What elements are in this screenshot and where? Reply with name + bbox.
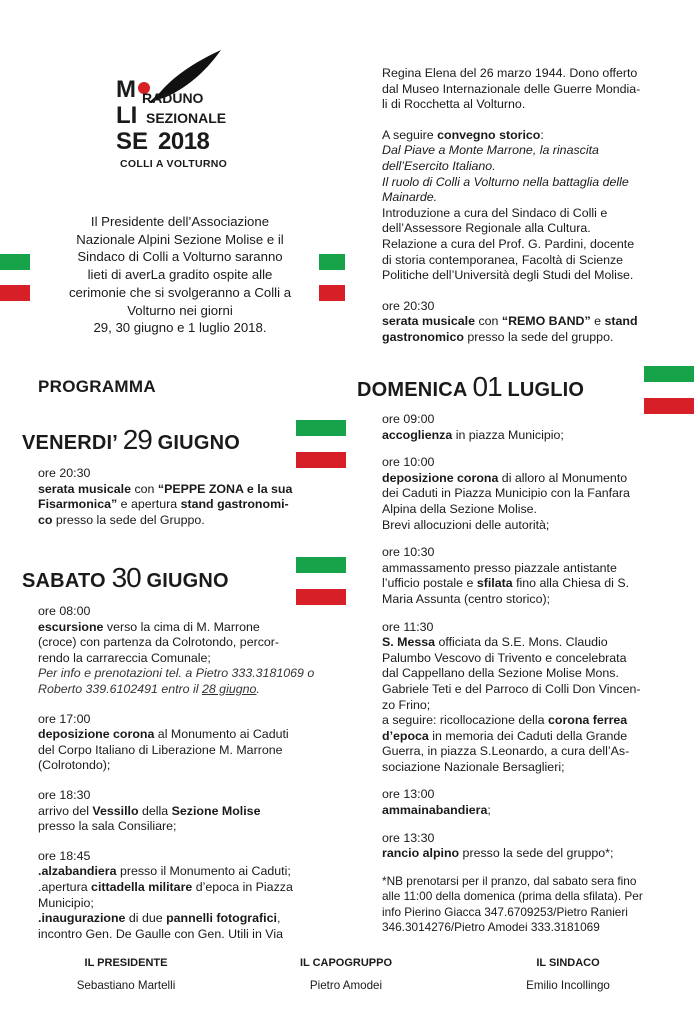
text-line: d’epoca in memoria dei Caduti della Grande xyxy=(382,728,628,743)
text-line: ammainabandiera; xyxy=(382,803,491,818)
text-line: zo Frino; xyxy=(382,697,431,712)
event-time: ore 13:00 xyxy=(382,787,435,802)
text-line: .apertura cittadella militare d’epoca in Piazza xyxy=(38,879,293,894)
domenica-events xyxy=(382,412,644,944)
event-time: ore 20:30 xyxy=(382,298,435,313)
note-line: alle 11:00 della domenica (prima della sfilata). Per xyxy=(382,889,643,904)
event-time: ore 08:00 xyxy=(38,604,91,618)
day-heading-venerdi: VENERDI’ 29 GIUGNO xyxy=(22,424,240,455)
text-line: S. Messa officiata da S.E. Mons. Claudio xyxy=(382,635,608,650)
text-line: arrivo del Vessillo della Sezione Molise xyxy=(38,803,261,818)
intro-line: cerimonie che si svolgeranno a Colli a xyxy=(68,284,292,300)
text-line: Introduzione a cura del Sindaco di Colli e xyxy=(382,205,608,220)
logo-town: COLLI A VOLTURNO xyxy=(120,158,228,170)
event-time: ore 18:30 xyxy=(38,787,91,802)
text-line: rendo la carrareccia Comunale; xyxy=(38,650,211,665)
text-line: Mainarde. xyxy=(382,190,438,205)
intro-line: 29, 30 giugno e 1 luglio 2018. xyxy=(93,320,267,336)
section-title-programma: PROGRAMMA xyxy=(38,377,156,396)
italian-flag-icon xyxy=(644,366,694,414)
text-line: deposizione corona di alloro al Monumento xyxy=(382,470,628,485)
intro-line: Nazionale Alpini Sezione Molise e il xyxy=(76,231,284,247)
event-time: ore 11:30 xyxy=(382,619,434,634)
text-line: Regina Elena del 26 marzo 1944. Dono offerto xyxy=(382,66,638,80)
text-line: serata musicale con “REMO BAND” e stand xyxy=(382,314,638,329)
right-top-block xyxy=(382,66,644,355)
logo-letters-se: SE xyxy=(116,128,149,155)
text-line: dal Museo Internazionale delle Guerre Mondia- xyxy=(382,81,641,96)
text-line: co presso la sede del Gruppo. xyxy=(38,512,205,527)
event-time: ore 10:00 xyxy=(382,455,435,470)
logo-letter-m: M xyxy=(116,76,136,103)
day-heading-sabato: SABATO 30 GIUGNO xyxy=(22,562,229,593)
text-line: serata musicale con “PEPPE ZONA e la sua xyxy=(38,481,293,496)
event-time: ore 18:45 xyxy=(38,848,91,863)
text-line: a seguire: ricollocazione della corona ferrea xyxy=(382,713,628,728)
note-line: Per info e prenotazioni tel. a Pietro 333.3181069 o xyxy=(38,666,315,681)
event-time: ore 13:30 xyxy=(382,830,435,845)
text-line: dal Cappellano della Sezione Molise Mons. xyxy=(382,666,619,681)
text-line: di storia contemporanea, Facoltà di Scienze xyxy=(382,252,624,267)
intro-line: Volturno nei giorni xyxy=(127,302,233,318)
note-line: Roberto 339.6102491 entro il 28 giugno. xyxy=(38,681,260,696)
note-line: 346.3014276/Pietro Amodei 333.3181069 xyxy=(382,920,600,935)
intro-line: Sindaco di Colli a Volturno saranno xyxy=(77,249,283,265)
text-line: rancio alpino presso la sede del gruppo*; xyxy=(382,846,614,861)
text-line: incontro Gen. De Gaulle con Gen. Utili in Via xyxy=(38,926,283,941)
signature-name: Sebastiano Martelli xyxy=(76,979,176,992)
italian-flag-icon xyxy=(0,254,30,301)
signature-role: IL CAPOGRUPPO xyxy=(299,957,393,969)
signature-name: Pietro Amodei xyxy=(309,979,383,992)
event-time: ore 09:00 xyxy=(382,412,435,426)
text-line: Il ruolo di Colli a Volturno nella battaglia delle xyxy=(382,174,629,189)
text-line: l’ufficio postale e sfilata fino alla Chiesa di S. xyxy=(382,576,630,591)
note-line: *NB prenotarsi per il pranzo, dal sabato sera fino xyxy=(382,873,637,888)
text-line: Palumbo Vescovo di Trivento e concelebrata xyxy=(382,650,627,665)
signature-role: IL SINDACO xyxy=(536,957,600,969)
event-time: ore 17:00 xyxy=(38,711,91,726)
text-line: ammassamento presso piazzale antistante xyxy=(382,560,617,575)
intro-text xyxy=(45,213,315,337)
day-heading-domenica: DOMENICA 01 LUGLIO xyxy=(357,371,585,402)
text-line: (Colrotondo); xyxy=(38,758,111,773)
event-time: ore 20:30 xyxy=(38,466,91,480)
signature-sindaco xyxy=(468,957,668,992)
text-line: dei Caduti in Piazza Municipio con la Fanfara xyxy=(382,486,630,501)
text-line: dell’Esercito Italiano. xyxy=(382,158,496,173)
text-line: Brevi allocuzioni delle autorità; xyxy=(382,517,550,532)
signature-role: IL PRESIDENTE xyxy=(84,957,168,969)
text-line: Maria Assunta (centro storico); xyxy=(382,591,551,606)
convegno-line: A seguire convegno storico: xyxy=(382,127,544,142)
text-line: Dal Piave a Monte Marrone, la rinascita xyxy=(382,143,599,158)
text-line: deposizione corona al Monumento ai Caduti xyxy=(38,727,289,742)
text-line: li di Rocchetta al Volturno. xyxy=(382,97,526,112)
text-line: .inaugurazione di due pannelli fotografici, xyxy=(38,911,281,926)
signature-capogruppo xyxy=(246,957,446,992)
text-line: sociazione Nazionale Bersaglieri; xyxy=(382,759,565,774)
sabato-events xyxy=(38,604,323,951)
logo-raduno: RADUNO xyxy=(142,90,204,106)
text-line: Municipio; xyxy=(38,895,94,910)
text-line: Alpina della Sezione Molise. xyxy=(382,501,537,516)
event-logo xyxy=(116,48,246,178)
italian-flag-icon xyxy=(296,420,346,468)
text-line: escursione verso la cima di M. Marrone xyxy=(38,619,260,634)
text-line: dell’Assessore Regionale alla Cultura. xyxy=(382,221,591,236)
text-line: accoglienza in piazza Municipio; xyxy=(382,427,564,442)
signature-presidente xyxy=(26,957,226,992)
intro-line: Il Presidente dell’Associazione xyxy=(90,214,270,229)
intro-line: lieti di averLa gradito ospite alle xyxy=(87,267,273,283)
italian-flag-icon xyxy=(296,557,346,605)
logo-year: 2018 xyxy=(158,128,210,155)
text-line: del Corpo Italiano di Liberazione M. Marrone xyxy=(38,742,283,757)
text-line: Relazione a cura del Prof. G. Pardini, docente xyxy=(382,236,635,251)
logo-letters-li: LI xyxy=(116,102,138,129)
text-line: Fisarmonica” e apertura stand gastronomi- xyxy=(38,497,289,512)
text-line: (croce) con partenza da Colrotondo, percor- xyxy=(38,635,280,650)
event-time: ore 10:30 xyxy=(382,545,435,560)
signature-name: Emilio Incollingo xyxy=(526,979,610,992)
text-line: Politiche dell’Università degli Studi del Molise. xyxy=(382,268,634,283)
italian-flag-icon xyxy=(319,254,345,301)
text-line: Gabriele Teti e del Parroco di Colli Don Vincen- xyxy=(382,681,641,696)
text-line: presso la sala Consiliare; xyxy=(38,819,177,834)
logo-sezionale: SEZIONALE xyxy=(146,110,227,126)
text-line: gastronomico presso la sede del gruppo. xyxy=(382,329,614,344)
note-line: info Pierino Giacca 347.6709253/Pietro Ranieri xyxy=(382,904,628,919)
text-line: .alzabandiera presso il Monumento ai Caduti; xyxy=(38,864,291,879)
text-line: Guerra, in piazza S.Leonardo, a cura dell’As- xyxy=(382,744,630,759)
venerdi-events xyxy=(38,466,320,537)
